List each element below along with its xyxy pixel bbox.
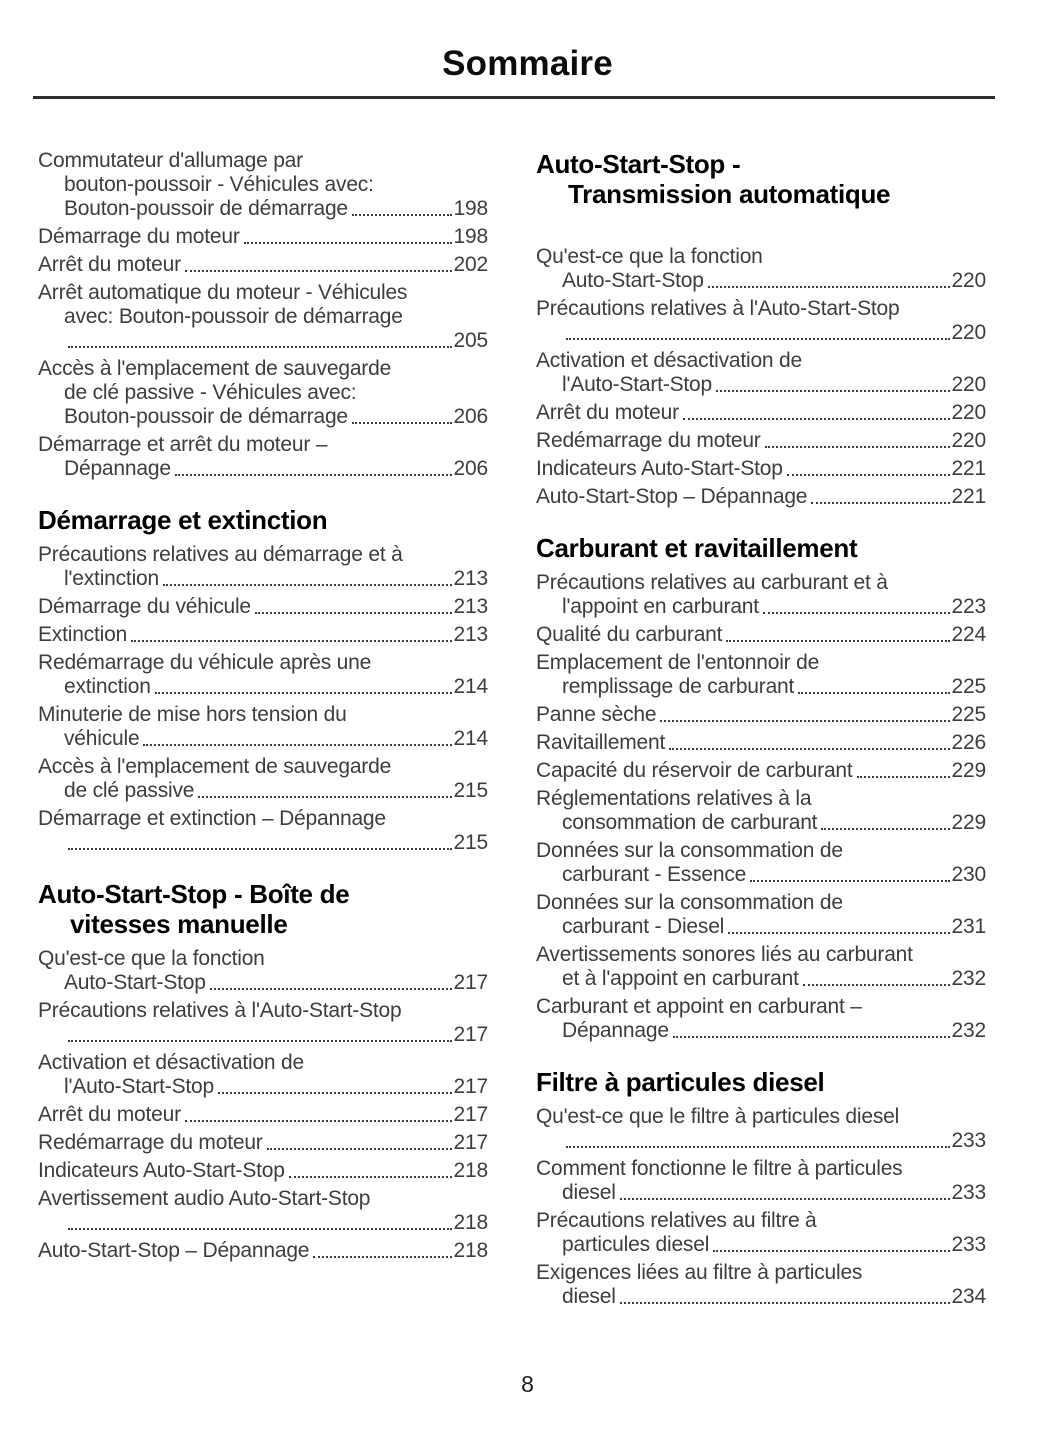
- dot-leader: [267, 1148, 452, 1150]
- dot-leader: [218, 1092, 452, 1094]
- toc-entry-last-line: [536, 863, 986, 887]
- toc-page-number: 205: [453, 329, 488, 352]
- dot-leader: [68, 848, 452, 850]
- toc-entry-text-line: Minuterie de mise hors tension du: [38, 703, 347, 726]
- dot-leader: [750, 880, 949, 882]
- dot-leader: [713, 1250, 949, 1252]
- toc-page-number: 217: [453, 1075, 488, 1098]
- toc-page-number: 229: [951, 811, 986, 834]
- toc-entry-title: Panne sèche: [536, 703, 657, 726]
- toc-entry: [536, 401, 986, 425]
- toc-entry-last-line: [536, 623, 986, 647]
- dot-leader: [289, 1176, 452, 1178]
- dot-leader: [244, 242, 452, 244]
- toc-entry: [38, 433, 488, 481]
- toc-page-number: 215: [453, 779, 488, 802]
- dot-leader: [673, 1036, 950, 1038]
- toc-entry: [38, 999, 488, 1047]
- section-heading: [536, 149, 986, 209]
- toc-entry: [536, 1105, 986, 1153]
- toc-entry-last-line: [536, 429, 986, 453]
- toc-page-number: 217: [453, 1023, 488, 1046]
- toc-entry-title: Auto-Start-Stop: [562, 269, 704, 292]
- toc-entry: [536, 1209, 986, 1257]
- dot-leader: [68, 1228, 452, 1230]
- toc-entry-last-line: [536, 321, 986, 345]
- toc-entry-last-line: [38, 197, 488, 221]
- dot-leader: [821, 828, 949, 830]
- section-heading-line: Auto-Start-Stop -: [536, 149, 741, 179]
- toc-entry-title: Arrêt du moteur: [38, 253, 181, 276]
- toc-entry-text-line: Démarrage et extinction – Dépannage: [38, 807, 386, 830]
- toc-entry: [38, 281, 488, 353]
- toc-page-number: 230: [951, 863, 986, 886]
- toc-page-number: 220: [951, 429, 986, 452]
- toc-entry-last-line: [38, 225, 488, 249]
- page-number: 8: [521, 1371, 534, 1397]
- toc-entry-last-line: [536, 1019, 986, 1043]
- toc-entry-title: Extinction: [38, 623, 128, 646]
- toc-entry-last-line: [536, 675, 986, 699]
- toc-entry: [38, 543, 488, 591]
- toc-entry: [38, 253, 488, 277]
- toc-entry: [38, 1187, 488, 1235]
- toc-entry-title: véhicule: [64, 727, 140, 750]
- toc-entry-last-line: [536, 485, 986, 509]
- section-heading: [38, 505, 488, 535]
- toc-entry-last-line: [536, 811, 986, 835]
- toc-entry-text-line: Avertissement audio Auto-Start-Stop: [38, 1187, 371, 1210]
- toc-entry-title: consommation de carburant: [562, 811, 818, 834]
- dot-leader: [787, 474, 950, 476]
- toc-page-number: 233: [951, 1129, 986, 1152]
- section-heading-line: Carburant et ravitaillement: [536, 533, 858, 563]
- toc-entry: [536, 429, 986, 453]
- section-heading-line: Filtre à particules diesel: [536, 1067, 825, 1097]
- toc-entry-last-line: [536, 731, 986, 755]
- page-title: Sommaire: [442, 44, 613, 83]
- toc-page-number: 223: [951, 595, 986, 618]
- toc-entry: [38, 623, 488, 647]
- toc-entry-text-line: Données sur la consommation de: [536, 839, 843, 862]
- dot-leader: [313, 1256, 451, 1258]
- toc-entry: [38, 225, 488, 249]
- toc-entry: [536, 731, 986, 755]
- toc-entry-text-line: Précautions relatives au carburant et à: [536, 571, 888, 594]
- toc-entry: [536, 623, 986, 647]
- toc-entry-title: Redémarrage du moteur: [38, 1131, 263, 1154]
- toc-entry-text-line: Activation et désactivation de: [536, 349, 802, 372]
- toc-entry-last-line: [38, 405, 488, 429]
- toc-entry-title: Auto-Start-Stop – Dépannage: [536, 485, 808, 508]
- toc-entry: [536, 349, 986, 397]
- toc-entry: [536, 703, 986, 727]
- toc-entry-title: Auto-Start-Stop: [64, 971, 206, 994]
- toc-page-number: 206: [453, 457, 488, 480]
- dot-leader: [811, 502, 949, 504]
- toc-entry-last-line: [536, 967, 986, 991]
- toc-page-number: 214: [453, 675, 488, 698]
- section-heading-line: Auto-Start-Stop - Boîte de: [38, 879, 350, 909]
- toc-page-number: 220: [951, 401, 986, 424]
- toc-entry-title: remplissage de carburant: [562, 675, 795, 698]
- toc-page-number: 218: [453, 1159, 488, 1182]
- dot-leader: [708, 286, 950, 288]
- toc-page-number: 214: [453, 727, 488, 750]
- toc-entry-text-line: Précautions relatives à l'Auto-Start-Stop: [38, 999, 402, 1022]
- toc-entry-last-line: [38, 1239, 488, 1263]
- toc-entry-title: Indicateurs Auto-Start-Stop: [536, 457, 783, 480]
- toc-page-number: 221: [951, 485, 986, 508]
- dot-leader: [155, 692, 452, 694]
- toc-entry-title: Démarrage du moteur: [38, 225, 240, 248]
- toc-entry-last-line: [38, 1023, 488, 1047]
- toc-entry-text-line: Emplacement de l'entonnoir de: [536, 651, 820, 674]
- toc-entry-title: et à l'appoint en carburant: [562, 967, 799, 990]
- toc-entry-last-line: [536, 1285, 986, 1309]
- dot-leader: [726, 640, 949, 642]
- toc-entry: [38, 1239, 488, 1263]
- toc-entry: [536, 571, 986, 619]
- toc-column-left: [38, 149, 488, 1313]
- toc-entry-last-line: [38, 831, 488, 855]
- toc-entry-title: Qualité du carburant: [536, 623, 723, 646]
- toc-entry-text-line: Données sur la consommation de: [536, 891, 843, 914]
- toc-entry: [536, 759, 986, 783]
- toc-entry-text-line: de clé passive - Véhicules avec:: [64, 381, 357, 404]
- toc-entry-text-line: Qu'est-ce que le filtre à particules diesel: [536, 1105, 900, 1128]
- toc-entry: [536, 1157, 986, 1205]
- toc-page-number: 198: [453, 197, 488, 220]
- dot-leader: [765, 446, 950, 448]
- toc-entry-title: Bouton-poussoir de démarrage: [64, 197, 348, 220]
- dot-leader: [716, 390, 950, 392]
- toc-entry-text-line: Précautions relatives à l'Auto-Start-Stop: [536, 297, 900, 320]
- toc-entry-last-line: [38, 675, 488, 699]
- toc-entry: [38, 807, 488, 855]
- toc-entry-title: extinction: [64, 675, 151, 698]
- dot-leader: [143, 744, 451, 746]
- toc-entry-title: l'Auto-Start-Stop: [562, 373, 713, 396]
- section-heading: [536, 1067, 986, 1097]
- toc-page-number: 217: [453, 1131, 488, 1154]
- toc-entry-title: Ravitaillement: [536, 731, 666, 754]
- toc-column-right: [536, 149, 986, 1313]
- toc-entry: [38, 595, 488, 619]
- toc-entry-title: Capacité du réservoir de carburant: [536, 759, 853, 782]
- toc-entry-last-line: [536, 269, 986, 293]
- toc-entry-text-line: Précautions relatives au filtre à: [536, 1209, 817, 1232]
- toc-entry-title: Dépannage: [562, 1019, 669, 1042]
- toc-entry-title: Dépannage: [64, 457, 171, 480]
- toc-entry: [38, 1051, 488, 1099]
- toc-entry-last-line: [536, 703, 986, 727]
- toc-entry-text-line: bouton-poussoir - Véhicules avec:: [64, 173, 374, 196]
- toc-page-number: 220: [951, 269, 986, 292]
- dot-leader: [566, 338, 950, 340]
- dot-leader: [131, 640, 452, 642]
- toc-entry-last-line: [38, 779, 488, 803]
- toc-entry-title: Arrêt du moteur: [536, 401, 679, 424]
- toc-page-number: 224: [951, 623, 986, 646]
- toc-entry-title: l'appoint en carburant: [562, 595, 759, 618]
- toc-entry-last-line: [536, 401, 986, 425]
- toc-entry: [536, 891, 986, 939]
- toc-entry-title: diesel: [562, 1181, 616, 1204]
- toc-entry: [38, 149, 488, 221]
- dot-leader: [185, 270, 452, 272]
- toc-page-number: 206: [453, 405, 488, 428]
- toc-entry: [38, 1131, 488, 1155]
- toc-page-number: 202: [453, 253, 488, 276]
- dot-leader: [620, 1302, 950, 1304]
- toc-page-number: 198: [453, 225, 488, 248]
- toc-entry-text-line: Carburant et appoint en carburant –: [536, 995, 862, 1018]
- dot-leader: [763, 612, 950, 614]
- toc-entry-text-line: Précautions relatives au démarrage et à: [38, 543, 403, 566]
- toc-page-number: 234: [951, 1285, 986, 1308]
- toc-entry-title: Arrêt du moteur: [38, 1103, 181, 1126]
- toc-entry: [536, 245, 986, 293]
- toc-entry: [38, 703, 488, 751]
- toc-page-number: 233: [951, 1181, 986, 1204]
- toc-page-number: 229: [951, 759, 986, 782]
- toc-entry-title: Auto-Start-Stop – Dépannage: [38, 1239, 310, 1262]
- toc-entry: [536, 995, 986, 1043]
- toc-entry-last-line: [38, 971, 488, 995]
- section-heading: [536, 533, 986, 563]
- toc-page-number: 213: [453, 567, 488, 590]
- toc-entry-last-line: [38, 457, 488, 481]
- toc-entry-title: l'Auto-Start-Stop: [64, 1075, 215, 1098]
- toc-page-number: 213: [453, 623, 488, 646]
- toc-entry-title: l'extinction: [64, 567, 159, 590]
- dot-leader: [175, 474, 452, 476]
- toc-entry-last-line: [38, 1131, 488, 1155]
- toc-entry-text-line: Redémarrage du véhicule après une: [38, 651, 372, 674]
- toc-page-number: 231: [951, 915, 986, 938]
- toc-entry-last-line: [38, 253, 488, 277]
- toc-entry: [536, 485, 986, 509]
- toc-entry: [536, 787, 986, 835]
- toc-entry: [38, 651, 488, 699]
- toc-entry: [536, 651, 986, 699]
- toc-page-number: 221: [951, 457, 986, 480]
- toc-entry-text-line: Accès à l'emplacement de sauvegarde: [38, 357, 392, 380]
- toc-page-number: 218: [453, 1211, 488, 1234]
- toc-entry-last-line: [38, 595, 488, 619]
- dot-leader: [683, 418, 950, 420]
- toc-entry-title: Indicateurs Auto-Start-Stop: [38, 1159, 285, 1182]
- toc-entry-text-line: Activation et désactivation de: [38, 1051, 304, 1074]
- toc-entry: [536, 457, 986, 481]
- toc-entry-text-line: Qu'est-ce que la fonction: [38, 947, 265, 970]
- section-heading-line: Démarrage et extinction: [38, 505, 328, 535]
- toc-entry-last-line: [536, 1129, 986, 1153]
- toc-entry-title: Bouton-poussoir de démarrage: [64, 405, 348, 428]
- dot-leader: [255, 612, 452, 614]
- toc-entry-text-line: Comment fonctionne le filtre à particules: [536, 1157, 903, 1180]
- toc-entry: [38, 1159, 488, 1183]
- toc-entry-title: diesel: [562, 1285, 616, 1308]
- toc-entry-last-line: [536, 759, 986, 783]
- toc-entry-text-line: Qu'est-ce que la fonction: [536, 245, 763, 268]
- toc-page-number: 220: [951, 321, 986, 344]
- section-heading-line: vitesses manuelle: [70, 909, 288, 939]
- toc-page-number: 232: [951, 1019, 986, 1042]
- toc-entry-last-line: [38, 329, 488, 353]
- toc-entry-last-line: [38, 567, 488, 591]
- toc-entry-text-line: Accès à l'emplacement de sauvegarde: [38, 755, 392, 778]
- toc-entry: [38, 755, 488, 803]
- dot-leader: [660, 720, 949, 722]
- toc-entry-last-line: [536, 373, 986, 397]
- toc-entry-last-line: [536, 595, 986, 619]
- toc-entry-title: particules diesel: [562, 1233, 710, 1256]
- toc-page-number: 233: [951, 1233, 986, 1256]
- toc-entry: [536, 839, 986, 887]
- toc-page-number: 220: [951, 373, 986, 396]
- toc-page-number: 218: [453, 1239, 488, 1262]
- dot-leader: [798, 692, 949, 694]
- toc-page-number: 225: [951, 703, 986, 726]
- toc-entry-title: Démarrage du véhicule: [38, 595, 251, 618]
- toc-entry-text-line: avec: Bouton-poussoir de démarrage: [64, 305, 403, 328]
- toc-page-number: 217: [453, 1103, 488, 1126]
- toc-entry-last-line: [38, 1159, 488, 1183]
- toc-entry-last-line: [38, 1075, 488, 1099]
- toc-page-number: 213: [453, 595, 488, 618]
- dot-leader: [857, 776, 950, 778]
- toc-entry-text-line: Arrêt automatique du moteur - Véhicules: [38, 281, 408, 304]
- toc-entry-last-line: [536, 1233, 986, 1257]
- section-heading-line: Transmission automatique: [568, 179, 891, 209]
- dot-leader: [68, 346, 452, 348]
- dot-leader: [728, 932, 949, 934]
- toc-entry-last-line: [536, 457, 986, 481]
- toc-entry-last-line: [38, 1211, 488, 1235]
- toc-entry: [536, 1261, 986, 1309]
- toc-entry-last-line: [536, 1181, 986, 1205]
- toc-entry: [38, 357, 488, 429]
- toc-page-number: 225: [951, 675, 986, 698]
- dot-leader: [163, 584, 452, 586]
- dot-leader: [352, 214, 452, 216]
- toc-entry-text-line: Avertissements sonores liés au carburant: [536, 943, 913, 966]
- toc-page-number: 215: [453, 831, 488, 854]
- toc-entry-title: de clé passive: [64, 779, 195, 802]
- dot-leader: [68, 1040, 452, 1042]
- toc-columns: [38, 149, 995, 1313]
- toc-entry-text-line: Exigences liées au filtre à particules: [536, 1261, 863, 1284]
- toc-entry-text-line: Démarrage et arrêt du moteur –: [38, 433, 328, 456]
- toc-entry: [536, 943, 986, 991]
- dot-leader: [803, 984, 950, 986]
- toc-entry-last-line: [38, 727, 488, 751]
- dot-leader: [198, 796, 451, 798]
- dot-leader: [185, 1120, 452, 1122]
- toc-entry-text-line: Réglementations relatives à la: [536, 787, 812, 810]
- toc-page-number: 232: [951, 967, 986, 990]
- title-divider: [33, 96, 995, 99]
- dot-leader: [566, 1146, 950, 1148]
- toc-entry-title: carburant - Diesel: [562, 915, 725, 938]
- toc-entry-text-line: Commutateur d'allumage par: [38, 149, 303, 172]
- dot-leader: [352, 422, 452, 424]
- dot-leader: [669, 748, 949, 750]
- dot-leader: [620, 1198, 950, 1200]
- toc-entry-last-line: [536, 915, 986, 939]
- toc-entry: [536, 297, 986, 345]
- toc-page-number: 226: [951, 731, 986, 754]
- toc-entry: [38, 947, 488, 995]
- toc-entry-last-line: [38, 623, 488, 647]
- section-heading: [38, 879, 488, 939]
- toc-entry-last-line: [38, 1103, 488, 1127]
- toc-page-number: 217: [453, 971, 488, 994]
- toc-entry: [38, 1103, 488, 1127]
- toc-entry-title: Redémarrage du moteur: [536, 429, 761, 452]
- toc-entry-title: carburant - Essence: [562, 863, 747, 886]
- dot-leader: [210, 988, 452, 990]
